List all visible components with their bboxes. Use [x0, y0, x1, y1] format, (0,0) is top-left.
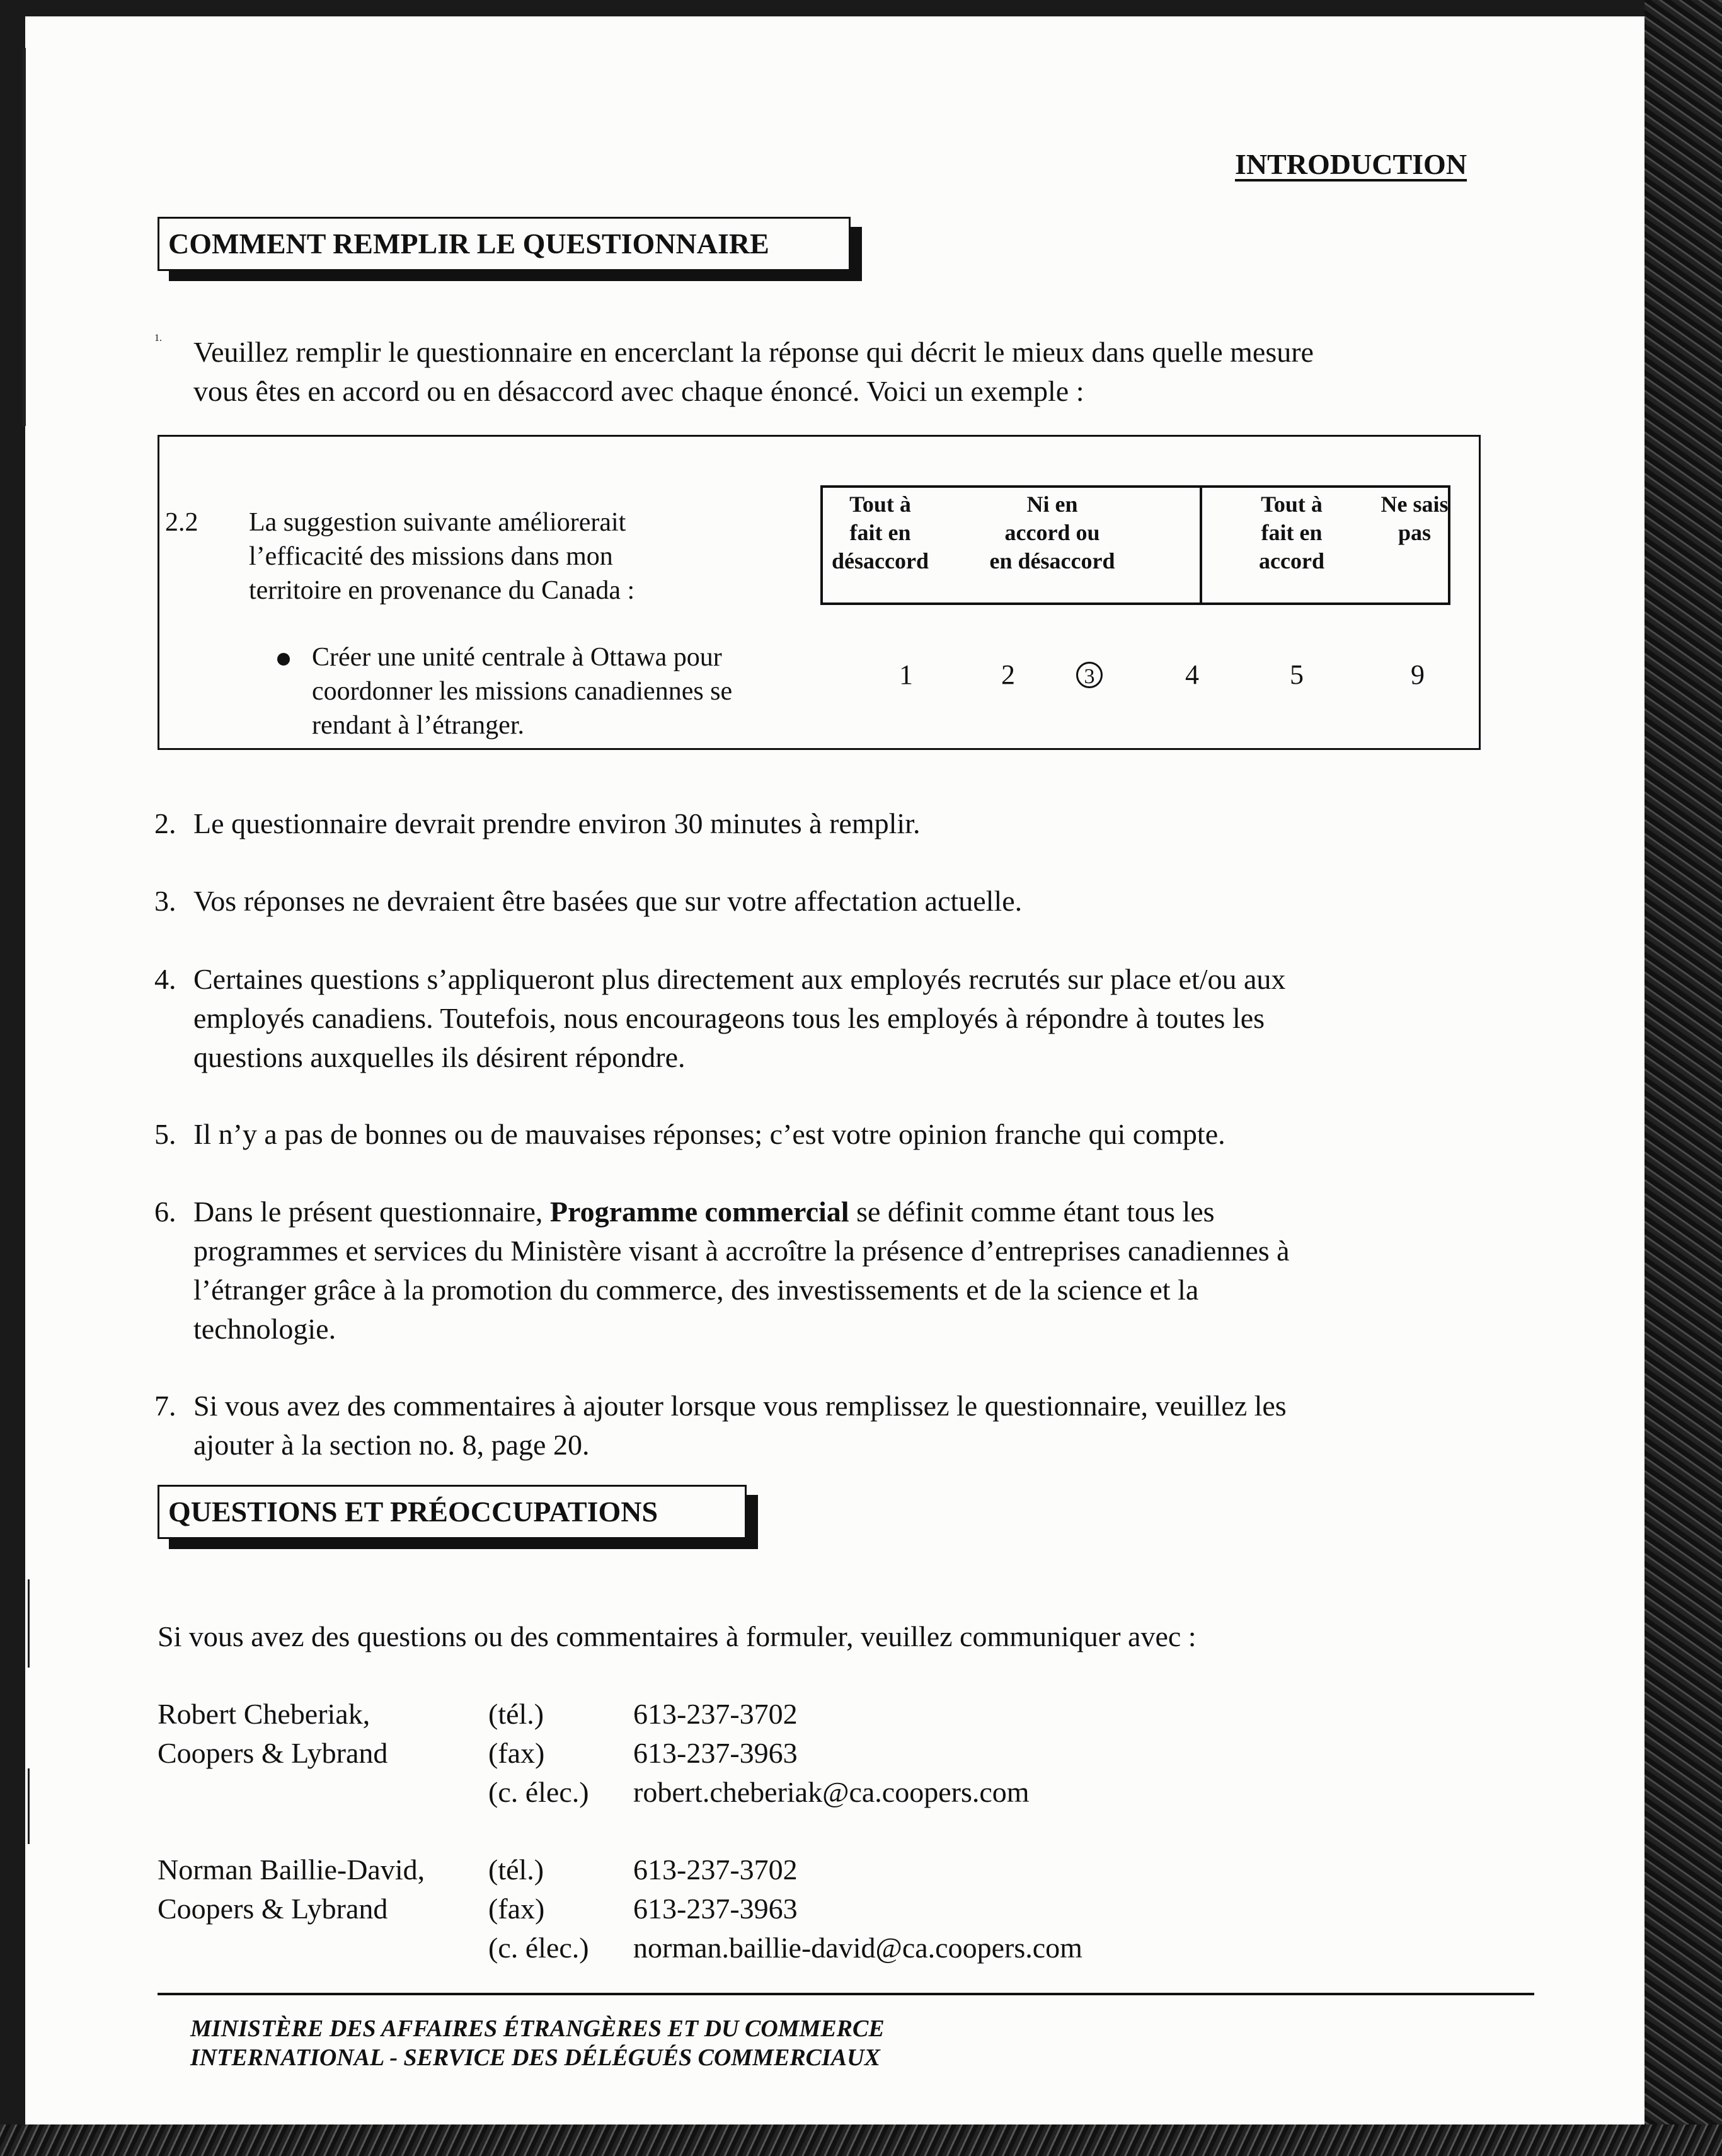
- scale-header-line: Tout à: [1261, 492, 1323, 517]
- scale-value: 2: [1001, 659, 1015, 690]
- list-item-number: 1.: [154, 333, 162, 343]
- scale-header-neutral: [951, 490, 1153, 575]
- contact-email: norman.baillie-david@ca.coopers.com: [633, 1932, 1082, 1964]
- list-item-text: employés canadiens. Toutefois, nous encourageons tous les employés à répondre à toutes les: [193, 1002, 1265, 1034]
- example-question-number: 2.2: [165, 508, 198, 537]
- scale-value-selected: 3: [1076, 662, 1103, 688]
- defined-term: Programme commercial: [549, 1196, 849, 1228]
- page-section-label: INTRODUCTION: [1235, 148, 1467, 180]
- contact-fax-label: (fax): [488, 1893, 545, 1925]
- scale-header-disagree: [820, 490, 940, 575]
- list-item-text-part: se définit comme étant tous les: [849, 1196, 1215, 1228]
- contact-fax: 613-237-3963: [633, 1737, 798, 1769]
- scan-mark: [23, 48, 26, 426]
- list-item-text: l’étranger grâce à la promotion du commerce, des investissements et de la science et la: [193, 1274, 1199, 1306]
- section-heading-how-to: [158, 217, 851, 271]
- contact-tel-label: (tél.): [488, 1698, 544, 1730]
- contact-email-label: (c. élec.): [488, 1932, 589, 1964]
- list-item-text: technologie.: [193, 1313, 336, 1345]
- scale-header-line: en désaccord: [989, 548, 1115, 574]
- contact-name: Norman Baillie-David,: [158, 1853, 425, 1886]
- list-item-text: Veuillez remplir le questionnaire en encerclant la réponse qui décrit le mieux dans quelle mesure: [193, 336, 1314, 368]
- example-question-line: La suggestion suivante améliorerait: [249, 508, 626, 537]
- scale-header-divider: [1200, 485, 1202, 605]
- list-item-text: Le questionnaire devrait prendre environ 30 minutes à remplir.: [193, 807, 921, 839]
- example-statement-line: rendant à l’étranger.: [312, 711, 524, 740]
- contact-email: robert.cheberiak@ca.coopers.com: [633, 1776, 1030, 1808]
- footer-line: MINISTÈRE DES AFFAIRES ÉTRANGÈRES ET DU COMMERCE: [190, 2015, 885, 2042]
- scale-header-line: accord: [1259, 548, 1324, 574]
- example-question-line: l’efficacité des missions dans mon: [249, 542, 613, 571]
- scale-header-line: fait en: [849, 520, 911, 545]
- document-page: [25, 16, 1645, 2124]
- scan-edge-right: [1645, 0, 1722, 2156]
- scale-value: 5: [1290, 659, 1304, 690]
- list-item-number: 2.: [154, 807, 176, 839]
- scan-mark: [28, 1768, 30, 1844]
- section-heading-how-to-text: COMMENT REMPLIR LE QUESTIONNAIRE: [168, 228, 769, 260]
- contact-tel-label: (tél.): [488, 1853, 544, 1886]
- contact-tel: 613-237-3702: [633, 1853, 798, 1886]
- footer-line: INTERNATIONAL - SERVICE DES DÉLÉGUÉS COMMERCIAUX: [190, 2044, 880, 2071]
- contact-intro: Si vous avez des questions ou des commentaires à formuler, veuillez communiquer avec :: [158, 1620, 1197, 1652]
- contact-tel: 613-237-3702: [633, 1698, 798, 1730]
- example-question-line: territoire en provenance du Canada :: [249, 576, 635, 605]
- list-item-number: 5.: [154, 1118, 176, 1150]
- section-heading-questions: [158, 1485, 747, 1539]
- scan-edge-bottom: [0, 2124, 1722, 2156]
- footer-rule: [158, 1993, 1534, 1995]
- list-item-text: programmes et services du Ministère visant à accroître la présence d’entreprises canadiennes à: [193, 1235, 1290, 1267]
- scale-header-line: Tout à: [849, 492, 911, 517]
- list-item-text: vous êtes en accord ou en désaccord avec chaque énoncé. Voici un exemple :: [193, 375, 1084, 407]
- scale-header-line: pas: [1398, 520, 1432, 545]
- example-statement-line: coordonner les missions canadiennes se: [312, 677, 733, 706]
- list-item-text-part: Dans le présent questionnaire,: [193, 1196, 550, 1228]
- scale-header-line: Ne sais: [1380, 492, 1449, 517]
- contact-org: Coopers & Lybrand: [158, 1893, 388, 1925]
- scale-header-agree: [1238, 490, 1345, 575]
- scale-value: 1: [899, 659, 913, 690]
- scale-header-line: Ni en: [1026, 492, 1078, 517]
- list-item-text: Si vous avez des commentaires à ajouter lorsque vous remplissez le questionnaire, veuillez les: [193, 1390, 1287, 1422]
- bullet-icon: [277, 653, 290, 666]
- example-statement-line: Créer une unité centrale à Ottawa pour: [312, 643, 722, 672]
- contact-org: Coopers & Lybrand: [158, 1737, 388, 1769]
- scale-value: 4: [1185, 659, 1199, 690]
- contact-fax: 613-237-3963: [633, 1893, 798, 1925]
- list-item-text: [193, 1192, 1215, 1231]
- contact-fax-label: (fax): [488, 1737, 545, 1769]
- list-item-text: Certaines questions s’appliqueront plus directement aux employés recrutés sur place et/ou aux: [193, 963, 1286, 995]
- scale-header-line: désaccord: [832, 548, 929, 574]
- scale-header-line: accord ou: [1004, 520, 1100, 545]
- contact-name: Robert Cheberiak,: [158, 1698, 370, 1730]
- scan-mark: [28, 1579, 30, 1668]
- section-heading-questions-text: QUESTIONS ET PRÉOCCUPATIONS: [168, 1496, 658, 1528]
- list-item-number: 7.: [154, 1390, 176, 1422]
- list-item-text: Vos réponses ne devraient être basées que sur votre affectation actuelle.: [193, 885, 1023, 917]
- list-item-number: 3.: [154, 885, 176, 917]
- scale-header-line: fait en: [1261, 520, 1323, 545]
- scale-value: 9: [1411, 659, 1425, 690]
- list-item-text: ajouter à la section no. 8, page 20.: [193, 1429, 590, 1461]
- list-item-text: questions auxquelles ils désirent répondre.: [193, 1041, 686, 1073]
- scale-header-dontknow: [1367, 490, 1462, 547]
- list-item-number: 4.: [154, 963, 176, 995]
- list-item-text: Il n’y a pas de bonnes ou de mauvaises réponses; c’est votre opinion franche qui compte.: [193, 1118, 1225, 1150]
- list-item-number: 6.: [154, 1196, 176, 1228]
- contact-email-label: (c. élec.): [488, 1776, 589, 1808]
